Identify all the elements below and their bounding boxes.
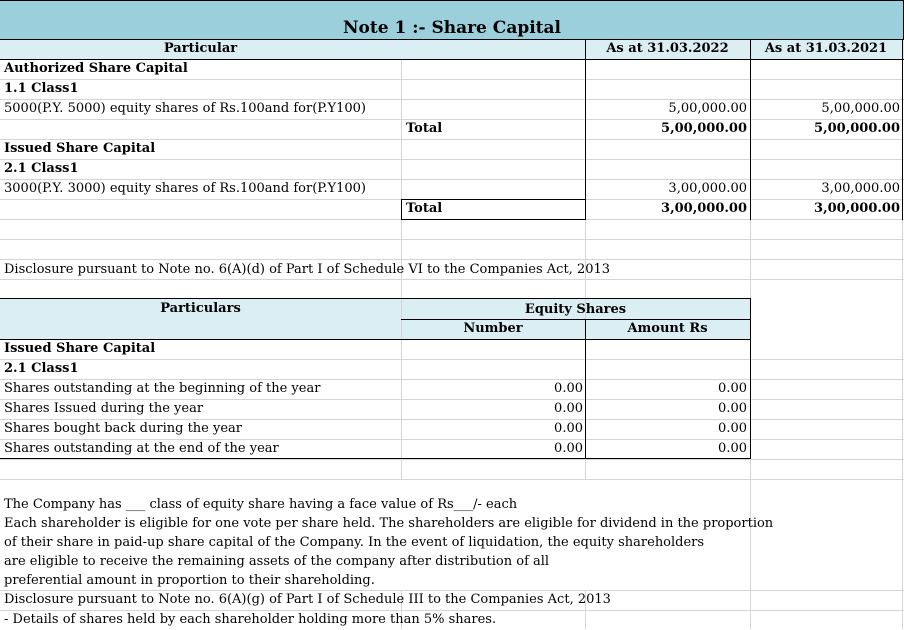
header-as-at-2022: As at 31.03.2022	[606, 41, 729, 56]
table-row-number: 0.00	[554, 381, 583, 396]
grid-line	[0, 79, 904, 80]
authorized-heading: Authorized Share Capital	[4, 61, 188, 76]
table-row-amount: 0.00	[718, 381, 747, 396]
issued-class-label: 2.1 Class1	[4, 161, 79, 176]
authorized-total-label: Total	[406, 121, 443, 136]
header-particular: Particular	[163, 41, 238, 56]
table-row-amount: 0.00	[718, 441, 747, 456]
details-line: - Details of shares held by each shareholder holding more than 5% shares.	[4, 612, 497, 627]
issued-heading: Issued Share Capital	[4, 141, 156, 156]
paragraph-line: preferential amount in proportion to their shareholding.	[4, 573, 375, 588]
disclosure-schedule-iii: Disclosure pursuant to Note no. 6(A)(g) of Part I of Schedule III to the Companies Act, 2013	[4, 592, 611, 607]
issued-description: 3000(P.Y. 3000) equity shares of Rs.100and for(P.Y100)	[4, 181, 367, 196]
table-row-number: 0.00	[554, 401, 583, 416]
border-line	[750, 298, 751, 459]
recon-class-label: 2.1 Class1	[4, 361, 79, 376]
issued-total-2022: 3,00,000.00	[661, 201, 747, 216]
table-row-label: Shares outstanding at the end of the year	[4, 441, 279, 456]
paragraph-line: The Company has ___ class of equity share having a face value of Rs___/- each	[4, 497, 518, 512]
authorized-total-2021: 5,00,000.00	[814, 121, 900, 136]
border-line	[0, 0, 904, 1]
paragraph-line: of their share in paid-up share capital of the Company. In the event of liquidation, the equity shareholders	[4, 535, 705, 550]
grid-line	[0, 359, 904, 360]
note-title: Note 1 :- Share Capital	[342, 18, 562, 38]
authorized-value-2021: 5,00,000.00	[821, 101, 900, 116]
recon-header-amount: Amount Rs	[627, 321, 708, 336]
paragraph-line: Each shareholder is eligible for one vote per share held. The shareholders are eligible for dividend in the proportion	[4, 516, 774, 531]
grid-line	[0, 159, 904, 160]
issued-total-2021: 3,00,000.00	[814, 201, 900, 216]
table-row-amount: 0.00	[718, 421, 747, 436]
recon-heading: Issued Share Capital	[4, 341, 156, 356]
issued-value-2021: 3,00,000.00	[821, 181, 900, 196]
table-row-number: 0.00	[554, 421, 583, 436]
disclosure-schedule-vi: Disclosure pursuant to Note no. 6(A)(d) of Part I of Schedule VI to the Companies Act, 2013	[4, 262, 611, 277]
authorized-total-2022: 5,00,000.00	[661, 121, 747, 136]
table-row-label: Shares Issued during the year	[4, 401, 204, 416]
table-row-amount: 0.00	[718, 401, 747, 416]
border-line	[401, 199, 402, 220]
border-line	[902, 39, 903, 220]
table-row-label: Shares bought back during the year	[4, 421, 242, 436]
table-row-label: Shares outstanding at the beginning of the year	[4, 381, 321, 396]
grid-line	[0, 239, 904, 240]
issued-total-label: Total	[406, 201, 443, 216]
recon-header-equity-shares: Equity Shares	[524, 302, 627, 317]
header-as-at-2021: As at 31.03.2021	[764, 41, 888, 56]
recon-header-number: Number	[463, 321, 523, 336]
authorized-class-label: 1.1 Class1	[4, 81, 79, 96]
recon-header-particulars: Particulars	[160, 301, 241, 316]
authorized-value-2022: 5,00,000.00	[668, 101, 747, 116]
border-line	[401, 219, 586, 220]
authorized-description: 5000(P.Y. 5000) equity shares of Rs.100and for(P.Y100)	[4, 101, 367, 116]
grid-line	[0, 459, 904, 460]
table-row-number: 0.00	[554, 441, 583, 456]
issued-value-2022: 3,00,000.00	[668, 181, 747, 196]
paragraph-line: are eligible to receive the remaining assets of the company after distribution of all	[4, 554, 550, 569]
